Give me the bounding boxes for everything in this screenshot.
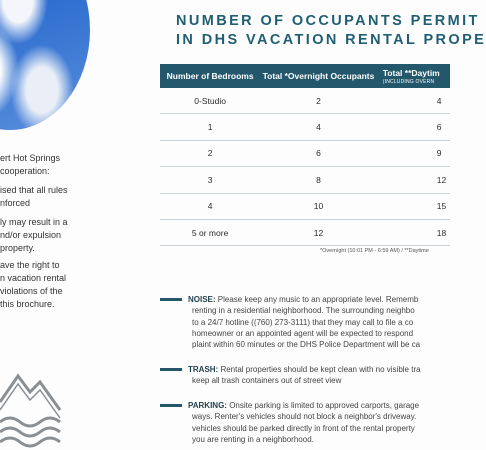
trash-label: TRASH: (188, 365, 219, 374)
left-text-line: this brochure. (0, 299, 55, 309)
cell-bedrooms: 5 or more (160, 219, 260, 245)
section-bar (160, 404, 182, 407)
left-text-line: ised that all rules (0, 185, 68, 195)
header-overnight: Total *Overnight Occupants (260, 64, 377, 88)
table-row (160, 88, 450, 114)
header-daytime-sub: (INCLUDING OVERN (382, 78, 435, 85)
parking-text: ways. Renter's vehicles should not block a neighbor's driveway. (192, 412, 417, 422)
section-bar (160, 298, 182, 301)
cell-daytime: 18 (377, 219, 450, 245)
table-header-row (160, 64, 450, 88)
title-line-1: NUMBER OF OCCUPANTS PERMIT (176, 13, 480, 29)
trash-text: Rental properties should be kept clean with no visible tra (220, 365, 421, 374)
left-text-line: nforced (0, 198, 31, 208)
page-title (176, 12, 486, 50)
noise-text: Please keep any music to an appropriate level. Rememb (217, 295, 419, 304)
parking-text: Onsite parking is limited to approved carports, garage (229, 401, 420, 410)
parking-text: vehicles should be parked directly in front of the rental property (192, 423, 415, 433)
noise-rule (160, 294, 460, 350)
left-text-line: violations of the (0, 286, 63, 296)
header-bedrooms: Number of Bedrooms (160, 64, 260, 88)
noise-text: to a 24/7 hotline ((760) 273-3111) that they may call to file a co (192, 317, 414, 327)
section-bar (160, 368, 182, 371)
cell-daytime: 6 (377, 114, 450, 140)
left-text-line: property. (0, 243, 35, 253)
table-row (160, 114, 450, 140)
table-row (160, 193, 450, 219)
cell-overnight: 6 (260, 140, 377, 166)
left-paragraph-2 (0, 184, 80, 210)
mountain-waves-logo-icon (0, 370, 60, 450)
parking-rule (160, 400, 460, 445)
noise-label: NOISE: (188, 295, 216, 304)
cell-overnight: 10 (260, 193, 377, 219)
parking-label: PARKING: (188, 401, 227, 410)
cell-bedrooms: 3 (160, 167, 260, 193)
table-row (160, 140, 450, 166)
occupancy-table (160, 64, 450, 246)
title-line-2: IN DHS VACATION RENTAL PROPE (176, 32, 486, 48)
cell-daytime: 9 (377, 140, 450, 166)
trash-text: keep all trash containers out of street view (192, 376, 342, 386)
left-paragraph-3 (0, 216, 80, 255)
cell-daytime: 12 (377, 167, 450, 193)
header-daytime-label: Total **Daytim (382, 67, 440, 78)
cell-bedrooms: 4 (160, 193, 260, 219)
cell-overnight: 8 (260, 167, 377, 193)
noise-text: plaint within 60 minutes or the DHS Police Department will be ca (192, 340, 421, 350)
cell-daytime: 15 (377, 193, 450, 219)
noise-text: renting in a residential neighborhood. The surrounding neighbo (192, 306, 415, 316)
left-paragraph-4 (0, 259, 80, 311)
left-text-line: cooperation: (0, 166, 50, 176)
left-paragraph-1 (0, 152, 80, 178)
left-text-line: n vacation rental (0, 273, 67, 283)
header-daytime (377, 64, 450, 88)
cell-bedrooms: 0-Studio (160, 88, 260, 114)
cell-bedrooms: 2 (160, 140, 260, 166)
cell-overnight: 12 (260, 219, 377, 245)
cell-daytime: 4 (377, 88, 450, 114)
left-text-line: nd/or expulsion (0, 230, 62, 240)
left-text-line: ly may result in a (0, 217, 68, 227)
cell-bedrooms: 1 (160, 114, 260, 140)
cell-overnight: 2 (260, 88, 377, 114)
cell-overnight: 4 (260, 114, 377, 140)
parking-text: you are renting in a neighborhood. (192, 434, 314, 444)
table-row (160, 219, 450, 245)
left-text-line: ert Hot Springs (0, 153, 61, 163)
trash-rule (160, 364, 460, 387)
table-row (160, 167, 450, 193)
sky-cloud-photo (0, 0, 90, 130)
left-text-line: ave the right to (0, 260, 60, 270)
table-footnote: *Overnight (10:01 PM - 6:59 AM) / **Daytime (320, 248, 429, 254)
noise-text: homeowner or an appointed agent will be expected to respond (192, 328, 414, 338)
